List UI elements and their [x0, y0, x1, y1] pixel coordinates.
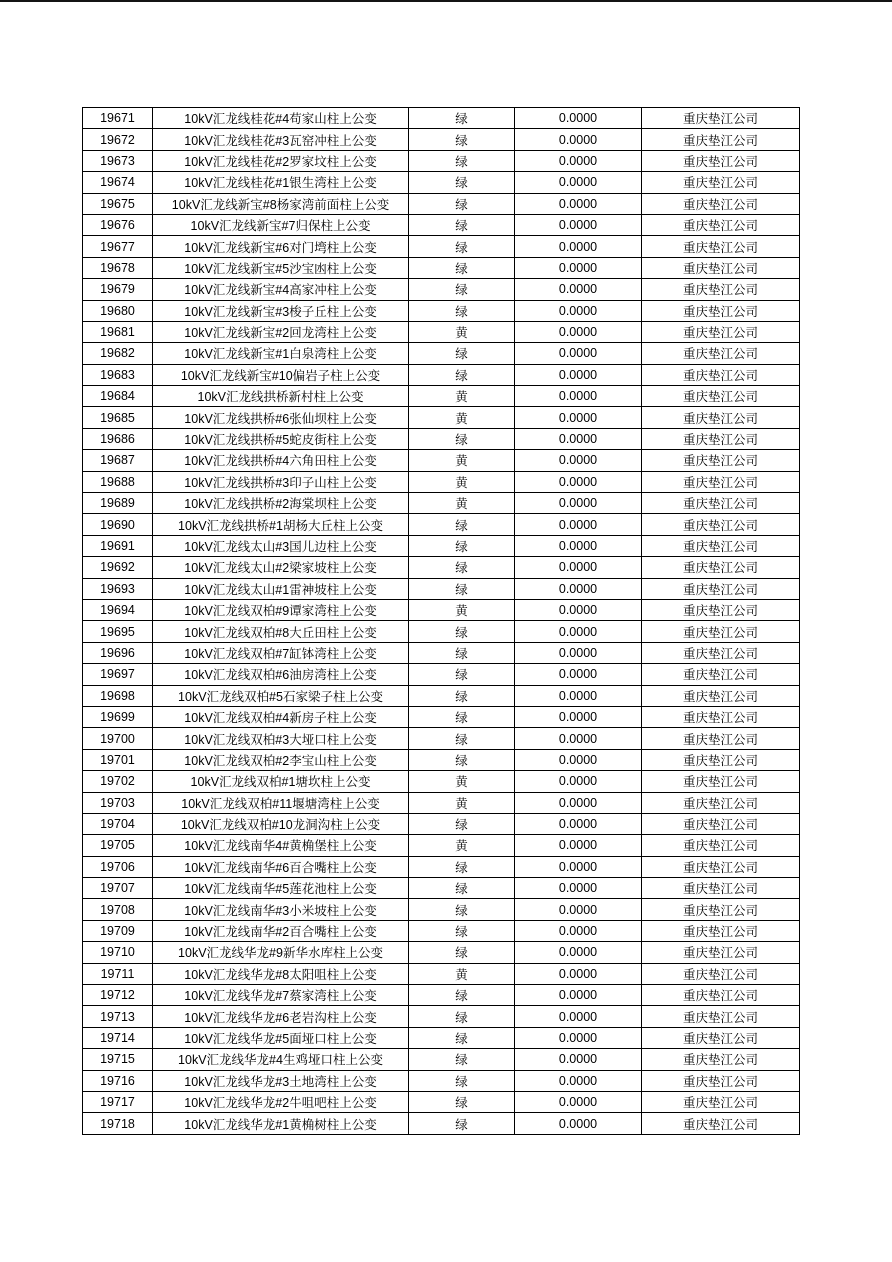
row-company-cell: 重庆垫江公司: [642, 407, 800, 428]
row-value-cell: 0.0000: [515, 279, 642, 300]
row-company-cell: 重庆垫江公司: [642, 214, 800, 235]
row-status-cell: 绿: [409, 1113, 515, 1134]
row-name-cell: 10kV汇龙线新宝#7归保柱上公变: [153, 214, 409, 235]
row-name-cell: 10kV汇龙线双柏#4新房子柱上公变: [153, 706, 409, 727]
row-company-cell: 重庆垫江公司: [642, 685, 800, 706]
row-id-cell: 19704: [83, 813, 153, 834]
row-value-cell: 0.0000: [515, 150, 642, 171]
row-name-cell: 10kV汇龙线新宝#6对门塆柱上公变: [153, 236, 409, 257]
row-name-cell: 10kV汇龙线桂花#2罗家坟柱上公变: [153, 150, 409, 171]
row-company-cell: 重庆垫江公司: [642, 150, 800, 171]
row-id-cell: 19682: [83, 343, 153, 364]
row-id-cell: 19687: [83, 450, 153, 471]
row-name-cell: 10kV汇龙线新宝#3梭子丘柱上公变: [153, 300, 409, 321]
row-status-cell: 绿: [409, 1006, 515, 1027]
row-value-cell: 0.0000: [515, 386, 642, 407]
row-name-cell: 10kV汇龙线华龙#2牛咀吧柱上公变: [153, 1091, 409, 1112]
row-value-cell: 0.0000: [515, 493, 642, 514]
row-name-cell: 10kV汇龙线南华#2百合嘴柱上公变: [153, 920, 409, 941]
table-row: [83, 300, 800, 321]
row-value-cell: 0.0000: [515, 193, 642, 214]
row-company-cell: 重庆垫江公司: [642, 1113, 800, 1134]
row-value-cell: 0.0000: [515, 343, 642, 364]
row-name-cell: 10kV汇龙线双柏#2李宝山柱上公变: [153, 749, 409, 770]
row-company-cell: 重庆垫江公司: [642, 899, 800, 920]
row-name-cell: 10kV汇龙线南华4#黄桷堡柱上公变: [153, 835, 409, 856]
row-value-cell: 0.0000: [515, 878, 642, 899]
row-company-cell: 重庆垫江公司: [642, 835, 800, 856]
row-id-cell: 19679: [83, 279, 153, 300]
row-company-cell: 重庆垫江公司: [642, 108, 800, 129]
row-status-cell: 绿: [409, 985, 515, 1006]
row-name-cell: 10kV汇龙线双柏#5石家梁子柱上公变: [153, 685, 409, 706]
row-status-cell: 绿: [409, 172, 515, 193]
row-id-cell: 19710: [83, 942, 153, 963]
row-status-cell: 绿: [409, 942, 515, 963]
row-name-cell: 10kV汇龙线太山#3国儿边柱上公变: [153, 535, 409, 556]
table-row: [83, 578, 800, 599]
row-value-cell: 0.0000: [515, 1027, 642, 1048]
row-value-cell: 0.0000: [515, 214, 642, 235]
row-name-cell: 10kV汇龙线桂花#3瓦窑冲柱上公变: [153, 129, 409, 150]
transformer-table: [82, 107, 800, 1135]
row-status-cell: 绿: [409, 193, 515, 214]
row-company-cell: 重庆垫江公司: [642, 514, 800, 535]
row-status-cell: 黄: [409, 599, 515, 620]
row-company-cell: 重庆垫江公司: [642, 300, 800, 321]
row-company-cell: 重庆垫江公司: [642, 749, 800, 770]
table-row: [83, 279, 800, 300]
row-id-cell: 19705: [83, 835, 153, 856]
row-value-cell: 0.0000: [515, 706, 642, 727]
row-id-cell: 19699: [83, 706, 153, 727]
row-company-cell: 重庆垫江公司: [642, 236, 800, 257]
table-row: [83, 963, 800, 984]
row-value-cell: 0.0000: [515, 963, 642, 984]
row-company-cell: 重庆垫江公司: [642, 493, 800, 514]
row-status-cell: 绿: [409, 621, 515, 642]
row-id-cell: 19675: [83, 193, 153, 214]
row-name-cell: 10kV汇龙线拱桥#1胡杨大丘柱上公变: [153, 514, 409, 535]
row-company-cell: 重庆垫江公司: [642, 920, 800, 941]
row-value-cell: 0.0000: [515, 129, 642, 150]
row-id-cell: 19684: [83, 386, 153, 407]
row-company-cell: 重庆垫江公司: [642, 428, 800, 449]
table-row: [83, 664, 800, 685]
table-row: [83, 749, 800, 770]
row-id-cell: 19702: [83, 771, 153, 792]
row-status-cell: 黄: [409, 471, 515, 492]
row-value-cell: 0.0000: [515, 792, 642, 813]
row-name-cell: 10kV汇龙线双柏#7缸钵湾柱上公变: [153, 642, 409, 663]
row-name-cell: 10kV汇龙线双柏#1塘坎柱上公变: [153, 771, 409, 792]
table-row: [83, 535, 800, 556]
row-status-cell: 绿: [409, 642, 515, 663]
row-id-cell: 19673: [83, 150, 153, 171]
row-id-cell: 19694: [83, 599, 153, 620]
row-id-cell: 19688: [83, 471, 153, 492]
table-row: [83, 193, 800, 214]
row-status-cell: 绿: [409, 1027, 515, 1048]
row-id-cell: 19685: [83, 407, 153, 428]
table-row: [83, 856, 800, 877]
row-status-cell: 绿: [409, 728, 515, 749]
row-company-cell: 重庆垫江公司: [642, 1049, 800, 1070]
row-name-cell: 10kV汇龙线双柏#11堰塘湾柱上公变: [153, 792, 409, 813]
table-row: [83, 1006, 800, 1027]
row-id-cell: 19713: [83, 1006, 153, 1027]
table-row: [83, 364, 800, 385]
table-row: [83, 214, 800, 235]
row-name-cell: 10kV汇龙线新宝#1白泉湾柱上公变: [153, 343, 409, 364]
row-company-cell: 重庆垫江公司: [642, 621, 800, 642]
row-name-cell: 10kV汇龙线太山#1雷神坡柱上公变: [153, 578, 409, 599]
row-id-cell: 19672: [83, 129, 153, 150]
row-id-cell: 19681: [83, 321, 153, 342]
row-id-cell: 19714: [83, 1027, 153, 1048]
row-name-cell: 10kV汇龙线拱桥#3印子山柱上公变: [153, 471, 409, 492]
row-company-cell: 重庆垫江公司: [642, 557, 800, 578]
row-company-cell: 重庆垫江公司: [642, 706, 800, 727]
row-status-cell: 绿: [409, 878, 515, 899]
table-row: [83, 835, 800, 856]
row-status-cell: 黄: [409, 450, 515, 471]
table-row: [83, 1027, 800, 1048]
row-company-cell: 重庆垫江公司: [642, 878, 800, 899]
row-value-cell: 0.0000: [515, 1091, 642, 1112]
row-status-cell: 绿: [409, 557, 515, 578]
table-row: [83, 172, 800, 193]
row-name-cell: 10kV汇龙线双柏#8大丘田柱上公变: [153, 621, 409, 642]
table-row: [83, 493, 800, 514]
row-status-cell: 绿: [409, 899, 515, 920]
table-row: [83, 599, 800, 620]
table-row: [83, 343, 800, 364]
row-value-cell: 0.0000: [515, 771, 642, 792]
row-value-cell: 0.0000: [515, 300, 642, 321]
table-row: [83, 899, 800, 920]
row-status-cell: 绿: [409, 343, 515, 364]
row-status-cell: 黄: [409, 321, 515, 342]
row-status-cell: 绿: [409, 514, 515, 535]
row-status-cell: 绿: [409, 813, 515, 834]
table-row: [83, 108, 800, 129]
row-id-cell: 19695: [83, 621, 153, 642]
row-id-cell: 19677: [83, 236, 153, 257]
row-company-cell: 重庆垫江公司: [642, 129, 800, 150]
row-name-cell: 10kV汇龙线华龙#9新华水库柱上公变: [153, 942, 409, 963]
table-row: [83, 1113, 800, 1134]
row-name-cell: 10kV汇龙线双柏#3大垭口柱上公变: [153, 728, 409, 749]
row-value-cell: 0.0000: [515, 450, 642, 471]
table-row: [83, 428, 800, 449]
table-row: [83, 642, 800, 663]
row-status-cell: 黄: [409, 963, 515, 984]
row-id-cell: 19698: [83, 685, 153, 706]
row-id-cell: 19706: [83, 856, 153, 877]
table-row: [83, 407, 800, 428]
row-status-cell: 黄: [409, 771, 515, 792]
row-value-cell: 0.0000: [515, 942, 642, 963]
row-value-cell: 0.0000: [515, 728, 642, 749]
table-row: [83, 1091, 800, 1112]
row-value-cell: 0.0000: [515, 407, 642, 428]
row-name-cell: 10kV汇龙线华龙#5面垭口柱上公变: [153, 1027, 409, 1048]
row-company-cell: 重庆垫江公司: [642, 343, 800, 364]
row-company-cell: 重庆垫江公司: [642, 771, 800, 792]
row-status-cell: 绿: [409, 279, 515, 300]
row-id-cell: 19709: [83, 920, 153, 941]
row-value-cell: 0.0000: [515, 664, 642, 685]
row-company-cell: 重庆垫江公司: [642, 728, 800, 749]
row-value-cell: 0.0000: [515, 749, 642, 770]
row-name-cell: 10kV汇龙线新宝#2回龙湾柱上公变: [153, 321, 409, 342]
row-value-cell: 0.0000: [515, 920, 642, 941]
row-status-cell: 绿: [409, 214, 515, 235]
row-name-cell: 10kV汇龙线新宝#10偏岩子柱上公变: [153, 364, 409, 385]
row-status-cell: 绿: [409, 364, 515, 385]
row-status-cell: 黄: [409, 792, 515, 813]
row-id-cell: 19717: [83, 1091, 153, 1112]
row-name-cell: 10kV汇龙线华龙#6老岩沟柱上公变: [153, 1006, 409, 1027]
row-id-cell: 19703: [83, 792, 153, 813]
table-body: [83, 108, 800, 1135]
row-company-cell: 重庆垫江公司: [642, 1006, 800, 1027]
table-row: [83, 942, 800, 963]
row-value-cell: 0.0000: [515, 428, 642, 449]
table-row: [83, 150, 800, 171]
row-id-cell: 19691: [83, 535, 153, 556]
row-status-cell: 绿: [409, 749, 515, 770]
row-status-cell: 绿: [409, 664, 515, 685]
row-company-cell: 重庆垫江公司: [642, 386, 800, 407]
row-value-cell: 0.0000: [515, 557, 642, 578]
row-name-cell: 10kV汇龙线新宝#5沙宝凼柱上公变: [153, 257, 409, 278]
row-name-cell: 10kV汇龙线拱桥#5蛇皮街柱上公变: [153, 428, 409, 449]
row-value-cell: 0.0000: [515, 257, 642, 278]
row-name-cell: 10kV汇龙线新宝#4高家冲柱上公变: [153, 279, 409, 300]
row-company-cell: 重庆垫江公司: [642, 193, 800, 214]
row-name-cell: 10kV汇龙线华龙#7蔡家湾柱上公变: [153, 985, 409, 1006]
row-status-cell: 绿: [409, 535, 515, 556]
row-name-cell: 10kV汇龙线拱桥新村柱上公变: [153, 386, 409, 407]
row-name-cell: 10kV汇龙线华龙#4生鸡垭口柱上公变: [153, 1049, 409, 1070]
row-company-cell: 重庆垫江公司: [642, 942, 800, 963]
row-id-cell: 19715: [83, 1049, 153, 1070]
row-id-cell: 19716: [83, 1070, 153, 1091]
row-value-cell: 0.0000: [515, 172, 642, 193]
table-row: [83, 771, 800, 792]
row-company-cell: 重庆垫江公司: [642, 985, 800, 1006]
row-id-cell: 19711: [83, 963, 153, 984]
row-value-cell: 0.0000: [515, 813, 642, 834]
row-value-cell: 0.0000: [515, 1113, 642, 1134]
row-id-cell: 19689: [83, 493, 153, 514]
row-company-cell: 重庆垫江公司: [642, 963, 800, 984]
row-value-cell: 0.0000: [515, 321, 642, 342]
row-name-cell: 10kV汇龙线拱桥#6张仙坝柱上公变: [153, 407, 409, 428]
row-name-cell: 10kV汇龙线南华#3小米坡柱上公变: [153, 899, 409, 920]
row-status-cell: 黄: [409, 407, 515, 428]
row-value-cell: 0.0000: [515, 1070, 642, 1091]
row-id-cell: 19683: [83, 364, 153, 385]
row-status-cell: 黄: [409, 386, 515, 407]
row-id-cell: 19674: [83, 172, 153, 193]
row-value-cell: 0.0000: [515, 514, 642, 535]
row-company-cell: 重庆垫江公司: [642, 321, 800, 342]
row-name-cell: 10kV汇龙线华龙#3土地湾柱上公变: [153, 1070, 409, 1091]
row-id-cell: 19707: [83, 878, 153, 899]
row-status-cell: 绿: [409, 108, 515, 129]
row-status-cell: 绿: [409, 300, 515, 321]
row-company-cell: 重庆垫江公司: [642, 172, 800, 193]
table-row: [83, 813, 800, 834]
row-value-cell: 0.0000: [515, 1049, 642, 1070]
row-company-cell: 重庆垫江公司: [642, 813, 800, 834]
row-id-cell: 19692: [83, 557, 153, 578]
row-value-cell: 0.0000: [515, 108, 642, 129]
row-name-cell: 10kV汇龙线南华#5莲花池柱上公变: [153, 878, 409, 899]
row-value-cell: 0.0000: [515, 535, 642, 556]
row-value-cell: 0.0000: [515, 1006, 642, 1027]
row-status-cell: 黄: [409, 835, 515, 856]
row-id-cell: 19678: [83, 257, 153, 278]
row-company-cell: 重庆垫江公司: [642, 642, 800, 663]
table-row: [83, 236, 800, 257]
row-company-cell: 重庆垫江公司: [642, 792, 800, 813]
row-company-cell: 重庆垫江公司: [642, 1091, 800, 1112]
table-row: [83, 257, 800, 278]
table-row: [83, 386, 800, 407]
table-row: [83, 985, 800, 1006]
row-name-cell: 10kV汇龙线双柏#6油房湾柱上公变: [153, 664, 409, 685]
row-id-cell: 19697: [83, 664, 153, 685]
table-row: [83, 728, 800, 749]
table-row: [83, 706, 800, 727]
row-name-cell: 10kV汇龙线华龙#8太阳咀柱上公变: [153, 963, 409, 984]
row-value-cell: 0.0000: [515, 856, 642, 877]
row-status-cell: 绿: [409, 685, 515, 706]
row-name-cell: 10kV汇龙线桂花#4苟家山柱上公变: [153, 108, 409, 129]
row-name-cell: 10kV汇龙线新宝#8杨家湾前面柱上公变: [153, 193, 409, 214]
row-id-cell: 19696: [83, 642, 153, 663]
row-value-cell: 0.0000: [515, 599, 642, 620]
row-id-cell: 19700: [83, 728, 153, 749]
row-name-cell: 10kV汇龙线华龙#1黄桷树柱上公变: [153, 1113, 409, 1134]
row-id-cell: 19671: [83, 108, 153, 129]
row-status-cell: 绿: [409, 150, 515, 171]
row-id-cell: 19718: [83, 1113, 153, 1134]
row-name-cell: 10kV汇龙线太山#2梁家坡柱上公变: [153, 557, 409, 578]
table-row: [83, 1049, 800, 1070]
table-row: [83, 129, 800, 150]
row-company-cell: 重庆垫江公司: [642, 257, 800, 278]
table-row: [83, 471, 800, 492]
row-company-cell: 重庆垫江公司: [642, 450, 800, 471]
table-row: [83, 920, 800, 941]
row-status-cell: 绿: [409, 578, 515, 599]
row-status-cell: 绿: [409, 1091, 515, 1112]
row-company-cell: 重庆垫江公司: [642, 471, 800, 492]
row-company-cell: 重庆垫江公司: [642, 364, 800, 385]
row-name-cell: 10kV汇龙线桂花#1银生湾柱上公变: [153, 172, 409, 193]
row-value-cell: 0.0000: [515, 236, 642, 257]
row-company-cell: 重庆垫江公司: [642, 578, 800, 599]
row-id-cell: 19680: [83, 300, 153, 321]
row-status-cell: 绿: [409, 428, 515, 449]
row-status-cell: 绿: [409, 920, 515, 941]
row-status-cell: 绿: [409, 856, 515, 877]
table-row: [83, 450, 800, 471]
row-id-cell: 19686: [83, 428, 153, 449]
table-row: [83, 621, 800, 642]
row-value-cell: 0.0000: [515, 985, 642, 1006]
row-status-cell: 绿: [409, 129, 515, 150]
page-top-edge: [0, 0, 892, 2]
row-value-cell: 0.0000: [515, 621, 642, 642]
row-status-cell: 绿: [409, 236, 515, 257]
row-status-cell: 黄: [409, 493, 515, 514]
row-name-cell: 10kV汇龙线双柏#10龙洞沟柱上公变: [153, 813, 409, 834]
table-row: [83, 878, 800, 899]
row-id-cell: 19693: [83, 578, 153, 599]
row-status-cell: 绿: [409, 706, 515, 727]
row-id-cell: 19690: [83, 514, 153, 535]
row-value-cell: 0.0000: [515, 685, 642, 706]
row-name-cell: 10kV汇龙线拱桥#2海棠坝柱上公变: [153, 493, 409, 514]
row-id-cell: 19676: [83, 214, 153, 235]
row-company-cell: 重庆垫江公司: [642, 1070, 800, 1091]
row-company-cell: 重庆垫江公司: [642, 856, 800, 877]
row-id-cell: 19701: [83, 749, 153, 770]
row-status-cell: 绿: [409, 257, 515, 278]
row-name-cell: 10kV汇龙线双柏#9谭家湾柱上公变: [153, 599, 409, 620]
row-id-cell: 19708: [83, 899, 153, 920]
row-value-cell: 0.0000: [515, 364, 642, 385]
table-row: [83, 321, 800, 342]
table-row: [83, 685, 800, 706]
table-row: [83, 557, 800, 578]
row-company-cell: 重庆垫江公司: [642, 599, 800, 620]
row-name-cell: 10kV汇龙线南华#6百合嘴柱上公变: [153, 856, 409, 877]
row-id-cell: 19712: [83, 985, 153, 1006]
table-row: [83, 792, 800, 813]
table-row: [83, 514, 800, 535]
row-value-cell: 0.0000: [515, 642, 642, 663]
row-company-cell: 重庆垫江公司: [642, 664, 800, 685]
row-value-cell: 0.0000: [515, 835, 642, 856]
row-name-cell: 10kV汇龙线拱桥#4六角田柱上公变: [153, 450, 409, 471]
row-value-cell: 0.0000: [515, 578, 642, 599]
row-company-cell: 重庆垫江公司: [642, 279, 800, 300]
row-status-cell: 绿: [409, 1070, 515, 1091]
row-company-cell: 重庆垫江公司: [642, 1027, 800, 1048]
row-value-cell: 0.0000: [515, 899, 642, 920]
row-status-cell: 绿: [409, 1049, 515, 1070]
row-value-cell: 0.0000: [515, 471, 642, 492]
table-row: [83, 1070, 800, 1091]
row-company-cell: 重庆垫江公司: [642, 535, 800, 556]
